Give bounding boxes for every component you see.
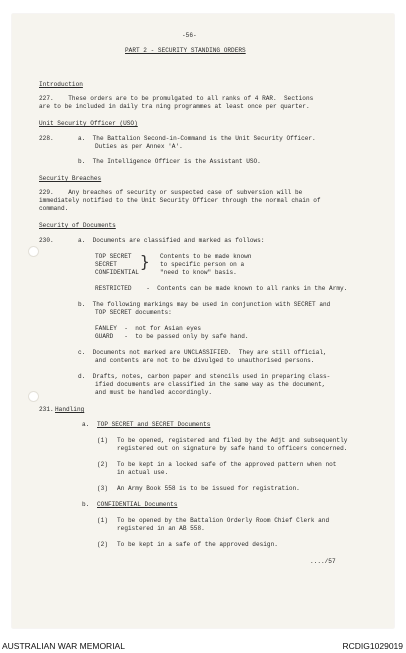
para-230b-line1: b. The following markings may be used in conjunction with SECRET and xyxy=(78,301,331,308)
page-number: -56- xyxy=(182,32,197,39)
archive-footer xyxy=(0,636,406,653)
marking-fanley: FANLEY - not for Asian eyes xyxy=(95,325,202,332)
class-desc-line2: to specific person on a xyxy=(160,261,245,268)
para-231a2-line2: in actual use. xyxy=(117,469,169,476)
para-230d-line3: and must be handled accordingly. xyxy=(95,389,213,396)
para-230c-line1: c. Documents not marked are UNCLASSIFIED. They are still official, xyxy=(78,349,327,356)
para-229-line1: 229. Any breaches of security or suspected case of subversion will be xyxy=(39,189,303,196)
punch-hole xyxy=(28,246,39,257)
class-desc-line1: Contents to be made known xyxy=(160,253,252,260)
para-231a3-number: (3) xyxy=(97,485,108,492)
para-228a-line2: Duties as per Annex 'A'. xyxy=(95,143,183,150)
para-231b-letter: b. xyxy=(82,501,90,508)
class-restricted: RESTRICTED - Contents can be made known to all ranks in the Army. xyxy=(95,285,348,292)
para-230a: a. Documents are classified and marked as follows: xyxy=(78,237,265,244)
para-231b2-number: (2) xyxy=(97,541,108,548)
para-230c-line2: and contents are not to be divulged to unauthorised persons. xyxy=(95,357,315,364)
para-228b: b. The Intelligence Officer is the Assistant USO. xyxy=(78,158,261,165)
class-top-secret: TOP SECRET xyxy=(95,253,132,260)
para-228-number: 228. xyxy=(39,135,54,142)
para-231a-title: TOP SECRET and SECRET Documents xyxy=(97,421,211,428)
para-231a2-number: (2) xyxy=(97,461,108,468)
part-title: PART 2 - SECURITY STANDING ORDERS xyxy=(125,47,246,54)
para-231a1-number: (1) xyxy=(97,437,108,444)
para-229-line3: command. xyxy=(39,205,69,212)
heading-uso: Unit Security Officer (USO) xyxy=(39,120,138,127)
document-page xyxy=(12,14,394,628)
class-desc-line3: "need to know" basis. xyxy=(160,269,237,276)
para-230d-line1: d. Drafts, notes, carbon paper and stencils used in preparing class- xyxy=(78,373,331,380)
para-230-number: 230. xyxy=(39,237,54,244)
para-231a2-line1: To be kept in a locked safe of the approved pattern when not xyxy=(117,461,337,468)
right-brace: } xyxy=(140,252,150,271)
footer-institution: AUSTRALIAN WAR MEMORIAL xyxy=(2,641,125,651)
para-231b1-number: (1) xyxy=(97,517,108,524)
para-230b-line2: TOP SECRET documents: xyxy=(95,309,172,316)
heading-introduction: Introduction xyxy=(39,81,83,88)
punch-hole xyxy=(28,391,39,402)
para-227-line2: are to be included in daily tra ning programmes at least once per quarter. xyxy=(39,103,310,110)
marking-guard: GUARD - to be passed only by safe hand. xyxy=(95,333,249,340)
para-231b-title: CONFIDENTIAL Documents xyxy=(97,501,178,508)
heading-handling: Handling xyxy=(55,406,85,413)
next-page-marker: ..../57 xyxy=(310,558,336,565)
para-231a-letter: a. xyxy=(82,421,90,428)
para-231b1-line2: registered in an AB 558. xyxy=(117,525,205,532)
heading-breaches: Security Breaches xyxy=(39,175,102,182)
heading-documents: Security of Documents xyxy=(39,222,116,229)
class-secret: SECRET xyxy=(95,261,117,268)
para-229-line2: immediately notified to the Unit Security Officer through the normal chain of xyxy=(39,197,321,204)
para-231-number: 231. xyxy=(39,406,54,413)
para-231b1-line1: To be opened by the Battalion Orderly Room Chief Clerk and xyxy=(117,517,330,524)
para-231b2-line1: To be kept in a safe of the approved design. xyxy=(117,541,278,548)
class-confidential: CONFIDENTIAL xyxy=(95,269,139,276)
para-231a1-line1: To be opened, registered and filed by the Adjt and subsequently xyxy=(117,437,348,444)
para-231a3-line1: An Army Book 558 is to be issued for registration. xyxy=(117,485,300,492)
footer-record-id: RCDIG1029019 xyxy=(342,641,403,651)
para-227-line1: 227. These orders are to be promulgated to all ranks of 4 RAR. Sections xyxy=(39,95,314,102)
para-228a-line1: a. The Battalion Second-in-Command is the Unit Security Officer. xyxy=(78,135,316,142)
para-231a1-line2: registered out on signature by safe hand to officers concerned. xyxy=(117,445,348,452)
para-230d-line2: ified documents are classified in the same way as the document, xyxy=(95,381,326,388)
